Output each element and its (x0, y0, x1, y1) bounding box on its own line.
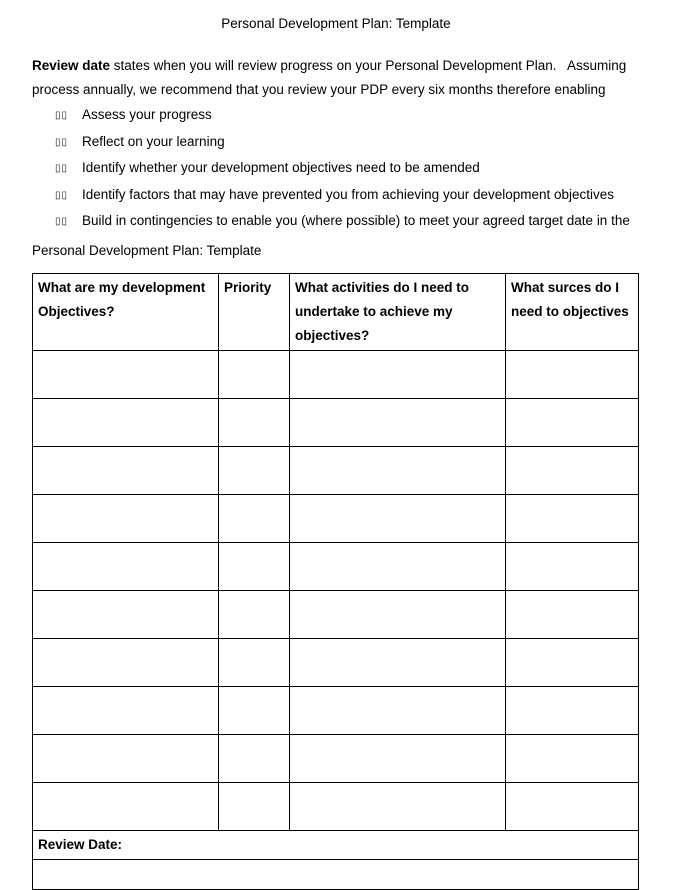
table-cell[interactable] (33, 350, 219, 398)
table-cell[interactable] (290, 494, 506, 542)
table-cell[interactable] (290, 446, 506, 494)
empty-row (33, 686, 639, 734)
table-cell[interactable] (219, 638, 290, 686)
bullet-list (32, 103, 640, 236)
table-cell[interactable] (33, 638, 219, 686)
table-cell[interactable] (33, 494, 219, 542)
bullet-text: Assess your progress (82, 107, 212, 122)
bullet-item (55, 183, 640, 210)
table-cell[interactable] (219, 782, 290, 830)
bullet-item (55, 103, 640, 130)
table-cell[interactable] (506, 734, 639, 782)
table-cell[interactable] (33, 859, 639, 889)
bullet-marker: ▯▯ (55, 189, 69, 201)
table-cell[interactable] (290, 782, 506, 830)
table-cell[interactable] (506, 398, 639, 446)
header-row (33, 273, 639, 350)
intro-lead-bold: Review date (32, 58, 111, 73)
empty-row (33, 638, 639, 686)
bullet-item (55, 209, 640, 236)
header-objectives: What are my development Objectives? (33, 273, 219, 350)
header-resources: What surces do I need to objectives (506, 273, 639, 350)
empty-row (33, 350, 639, 398)
table-cell[interactable] (219, 446, 290, 494)
bullet-marker: ▯▯ (55, 110, 69, 121)
table-cell[interactable] (290, 638, 506, 686)
empty-row (33, 542, 639, 590)
empty-row (33, 734, 639, 782)
table-cell[interactable] (219, 590, 290, 638)
bullet-text: Identify factors that may have prevented you from achieving your development objectives (82, 186, 615, 202)
table-cell[interactable] (506, 638, 639, 686)
bullet-text: Identify whether your development objectives need to be amended (82, 160, 480, 175)
table-cell[interactable] (33, 446, 219, 494)
pdp-table (32, 273, 639, 890)
table-cell[interactable] (290, 542, 506, 590)
empty-row (33, 590, 639, 638)
table-cell[interactable] (506, 590, 639, 638)
bullet-item (55, 130, 640, 157)
table-cell[interactable] (506, 782, 639, 830)
bullet-text: Reflect on your learning (82, 133, 225, 149)
table-cell[interactable] (506, 542, 639, 590)
intro-paragraph (32, 54, 640, 102)
empty-row (33, 446, 639, 494)
table-cell[interactable] (506, 446, 639, 494)
table-cell[interactable] (290, 590, 506, 638)
table-cell[interactable] (33, 734, 219, 782)
review-date-entry-row (33, 859, 639, 889)
header-priority: Priority (219, 273, 290, 350)
empty-row (33, 494, 639, 542)
table-cell[interactable] (506, 350, 639, 398)
closing-paragraph: Personal Development Plan: Template (32, 242, 262, 258)
table-cell[interactable] (33, 398, 219, 446)
bullet-text: Build in contingencies to enable you (where possible) to meet your agreed target date in the (82, 213, 630, 228)
table-cell[interactable] (290, 734, 506, 782)
empty-row (33, 782, 639, 830)
bullet-marker: ▯▯ (55, 163, 69, 174)
table-cell[interactable] (506, 494, 639, 542)
table-cell[interactable] (219, 398, 290, 446)
header-activities: What activities do I need to undertake to achieve my objectives? (290, 273, 506, 350)
table-cell[interactable] (219, 542, 290, 590)
table-cell[interactable] (290, 350, 506, 398)
table-cell[interactable] (33, 542, 219, 590)
table-cell[interactable] (219, 734, 290, 782)
table-cell[interactable] (33, 782, 219, 830)
table-cell[interactable] (219, 494, 290, 542)
review-date-label[interactable]: Review Date: (33, 830, 639, 859)
table-cell[interactable] (506, 686, 639, 734)
page-title: Personal Development Plan: Template (221, 16, 451, 31)
intro-lead-rest: states when you will review progress on your Personal Development Plan. Assuming process annually, we recommend that you review your PDP every six months therefore enabling (32, 58, 631, 97)
table-cell[interactable] (290, 398, 506, 446)
bullet-marker: ▯▯ (55, 216, 69, 227)
table-cell[interactable] (290, 686, 506, 734)
table-cell[interactable] (33, 590, 219, 638)
bullet-marker: ▯▯ (55, 136, 69, 148)
table-cell[interactable] (219, 686, 290, 734)
bullet-item (55, 156, 640, 183)
empty-row (33, 398, 639, 446)
table-cell[interactable] (33, 686, 219, 734)
table-cell[interactable] (219, 350, 290, 398)
review-date-row (33, 830, 639, 859)
